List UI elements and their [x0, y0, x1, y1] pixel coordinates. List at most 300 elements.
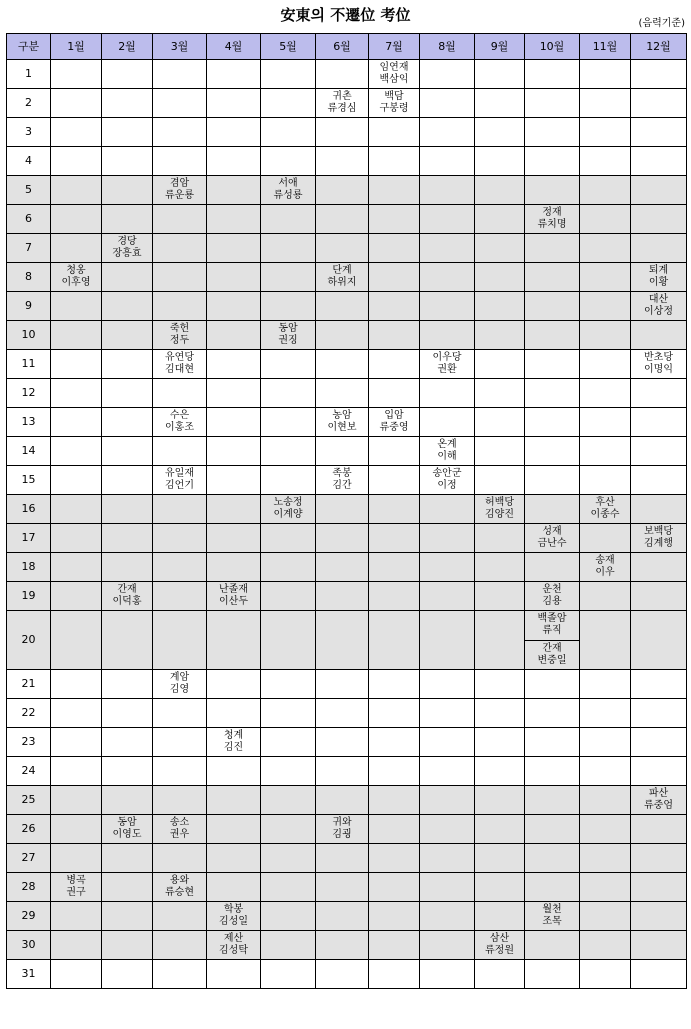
calendar-cell-empty: [580, 379, 631, 408]
calendar-cell-empty: [51, 89, 102, 118]
calendar-cell-empty: [525, 147, 580, 176]
calendar-cell-empty: [51, 234, 102, 263]
calendar-cell-empty: [207, 699, 261, 728]
calendar-cell-empty: [102, 931, 153, 960]
calendar-cell-empty: [369, 176, 420, 205]
calendar-cell-empty: [102, 670, 153, 699]
day-row: [7, 321, 687, 350]
calendar-cell-empty: [580, 699, 631, 728]
calendar-cell-empty: [525, 408, 580, 437]
memorial-entry: 동암 권징: [261, 321, 316, 350]
day-row: [7, 611, 687, 670]
day-row: [7, 495, 687, 524]
day-number: 4: [7, 147, 51, 176]
calendar-cell-empty: [631, 379, 687, 408]
day-row: [7, 176, 687, 205]
calendar-cell-empty: [580, 844, 631, 873]
calendar-cell-empty: [580, 408, 631, 437]
calendar-cell-empty: [369, 292, 420, 321]
calendar-cell-empty: [316, 931, 369, 960]
day-number: 16: [7, 495, 51, 524]
calendar-cell-empty: [102, 524, 153, 553]
calendar-cell-empty: [261, 60, 316, 89]
memorial-entry: 정재 류치명: [525, 205, 580, 234]
day-row: [7, 931, 687, 960]
calendar-cell-empty: [51, 902, 102, 931]
calendar-cell-empty: [420, 292, 475, 321]
calendar-cell-empty: [475, 553, 525, 582]
calendar-cell-empty: [420, 147, 475, 176]
calendar-cell-empty: [631, 321, 687, 350]
day-number: 25: [7, 786, 51, 815]
day-number: 2: [7, 89, 51, 118]
calendar-cell-empty: [153, 205, 207, 234]
calendar-cell-empty: [420, 408, 475, 437]
calendar-cell-empty: [475, 611, 525, 670]
calendar-cell-empty: [153, 960, 207, 989]
calendar-cell-empty: [207, 205, 261, 234]
day-number: 12: [7, 379, 51, 408]
calendar-cell-empty: [51, 931, 102, 960]
memorial-entry: 계암 김영: [153, 670, 207, 699]
calendar-cell-empty: [631, 437, 687, 466]
calendar-cell-empty: [369, 350, 420, 379]
day-number: 23: [7, 728, 51, 757]
day-number: 20: [7, 611, 51, 670]
memorial-entry: 용와 류승현: [153, 873, 207, 902]
month-header: 2월: [102, 34, 153, 60]
calendar-cell-empty: [153, 844, 207, 873]
day-row: [7, 292, 687, 321]
calendar-cell-empty: [475, 118, 525, 147]
calendar-cell-empty: [631, 960, 687, 989]
calendar-cell-empty: [420, 524, 475, 553]
day-row: [7, 408, 687, 437]
calendar-cell-empty: [261, 670, 316, 699]
calendar-cell-empty: [631, 89, 687, 118]
calendar-cell-empty: [525, 960, 580, 989]
calendar-cell-empty: [316, 495, 369, 524]
calendar-cell-empty: [207, 60, 261, 89]
calendar-cell-empty: [153, 582, 207, 611]
calendar-cell-empty: [631, 670, 687, 699]
memorial-entry: 파산 류중엄: [631, 786, 687, 815]
calendar-cell-empty: [525, 728, 580, 757]
calendar-cell-empty: [475, 582, 525, 611]
day-number: 22: [7, 699, 51, 728]
calendar-cell-empty: [580, 437, 631, 466]
calendar-cell-empty: [631, 728, 687, 757]
month-header: 5월: [261, 34, 316, 60]
calendar-cell-empty: [580, 321, 631, 350]
calendar-cell-empty: [420, 176, 475, 205]
day-row: [7, 960, 687, 989]
memorial-entry: 퇴계 이황: [631, 263, 687, 292]
calendar-cell-empty: [261, 466, 316, 495]
calendar-cell-empty: [153, 495, 207, 524]
calendar-cell-empty: [51, 176, 102, 205]
calendar-cell-empty: [261, 931, 316, 960]
memorial-entry: 송안군 이정: [420, 466, 475, 495]
day-row: [7, 60, 687, 89]
memorial-entry: 백담 구봉령: [369, 89, 420, 118]
memorial-entry: 경당 장흥효: [102, 234, 153, 263]
calendar-cell-empty: [525, 60, 580, 89]
calendar-cell-empty: [369, 147, 420, 176]
calendar-cell-empty: [207, 321, 261, 350]
memorial-entry: 간재 이덕홍: [102, 582, 153, 611]
calendar-cell-empty: [316, 350, 369, 379]
memorial-entry: 운천 김용: [525, 582, 580, 611]
memorial-entry: 삼산 류정원: [475, 931, 525, 960]
calendar-cell-empty: [153, 757, 207, 786]
day-number: 28: [7, 873, 51, 902]
page-title: 安東의 不遷位 考位: [280, 6, 411, 24]
memorial-entry: 백졸암 류직: [537, 613, 567, 637]
calendar-cell-empty: [102, 437, 153, 466]
calendar-cell-empty: [525, 699, 580, 728]
memorial-entry: 죽헌 정두: [153, 321, 207, 350]
calendar-cell-empty: [475, 757, 525, 786]
calendar-cell-empty: [51, 728, 102, 757]
day-row: [7, 815, 687, 844]
calendar-cell-empty: [207, 408, 261, 437]
calendar-cell-empty: [420, 582, 475, 611]
calendar-cell-empty: [475, 960, 525, 989]
calendar-cell-empty: [261, 147, 316, 176]
calendar-cell-empty: [316, 902, 369, 931]
calendar-cell-empty: [420, 495, 475, 524]
calendar-cell-empty: [207, 611, 261, 670]
calendar-cell-empty: [102, 118, 153, 147]
memorial-entry: 보백당 김계행: [631, 524, 687, 553]
memorial-entry: 병곡 권구: [51, 873, 102, 902]
calendar-cell-empty: [369, 670, 420, 699]
calendar-cell-empty: [261, 437, 316, 466]
calendar-cell-empty: [316, 524, 369, 553]
calendar-cell-empty: [261, 379, 316, 408]
memorial-entry: 단계 하위지: [316, 263, 369, 292]
calendar-cell-empty: [475, 292, 525, 321]
calendar-cell-empty: [580, 582, 631, 611]
calendar-body: [7, 60, 687, 989]
day-row: [7, 699, 687, 728]
calendar-cell-empty: [369, 728, 420, 757]
calendar-cell-empty: [261, 815, 316, 844]
calendar-cell-empty: [369, 815, 420, 844]
calendar-cell-empty: [207, 234, 261, 263]
calendar-cell-empty: [580, 60, 631, 89]
day-row: [7, 379, 687, 408]
calendar-cell-empty: [580, 670, 631, 699]
day-row: [7, 786, 687, 815]
calendar-cell-empty: [102, 176, 153, 205]
calendar-cell-empty: [580, 205, 631, 234]
calendar-cell-empty: [475, 263, 525, 292]
calendar-cell-empty: [631, 815, 687, 844]
calendar-cell-empty: [475, 234, 525, 263]
calendar-cell-empty: [475, 379, 525, 408]
calendar-cell-empty: [261, 728, 316, 757]
calendar-cell-empty: [51, 582, 102, 611]
calendar-cell-empty: [580, 960, 631, 989]
day-row: [7, 147, 687, 176]
calendar-cell-empty: [631, 931, 687, 960]
calendar-cell-empty: [369, 321, 420, 350]
calendar-cell-empty: [102, 205, 153, 234]
calendar-cell-empty: [369, 437, 420, 466]
day-number: 19: [7, 582, 51, 611]
calendar-cell-empty: [316, 728, 369, 757]
calendar-cell-empty: [261, 292, 316, 321]
memorial-entry: 제산 김성탁: [207, 931, 261, 960]
calendar-cell-empty: [207, 350, 261, 379]
calendar-cell-empty: [580, 118, 631, 147]
day-number: 5: [7, 176, 51, 205]
memorial-entry: 이우당 권환: [420, 350, 475, 379]
memorial-entry: 농암 이현보: [316, 408, 369, 437]
calendar-cell-empty: [420, 379, 475, 408]
calendar-cell-empty: [261, 89, 316, 118]
memorial-entry: 노송정 이계양: [261, 495, 316, 524]
calendar-cell-empty: [102, 786, 153, 815]
calendar-cell-empty: [525, 263, 580, 292]
calendar-cell-empty: [475, 466, 525, 495]
calendar-cell-empty: [51, 553, 102, 582]
day-number: 24: [7, 757, 51, 786]
day-number: 30: [7, 931, 51, 960]
calendar-cell-empty: [207, 118, 261, 147]
calendar-cell-empty: [102, 960, 153, 989]
month-header: 10월: [525, 34, 580, 60]
memorial-entry: 반초당 이명익: [631, 350, 687, 379]
memorial-entry: 대산 이상정: [631, 292, 687, 321]
calendar-cell-empty: [102, 611, 153, 670]
calendar-cell-empty: [316, 60, 369, 89]
calendar-cell-empty: [420, 728, 475, 757]
calendar-cell-empty: [369, 611, 420, 670]
calendar-cell-empty: [102, 292, 153, 321]
calendar-cell-empty: [631, 147, 687, 176]
calendar-cell-empty: [369, 263, 420, 292]
calendar-cell-empty: [580, 786, 631, 815]
month-header: 9월: [475, 34, 525, 60]
memorial-entry: 후산 이종수: [580, 495, 631, 524]
calendar-cell-empty: [475, 89, 525, 118]
calendar-cell-empty: [525, 321, 580, 350]
calendar-cell-empty: [316, 582, 369, 611]
calendar-cell-empty: [316, 292, 369, 321]
calendar-cell-empty: [316, 960, 369, 989]
day-number: 3: [7, 118, 51, 147]
calendar-cell-empty: [369, 844, 420, 873]
calendar-cell-empty: [102, 89, 153, 118]
month-header: 6월: [316, 34, 369, 60]
calendar-cell-empty: [580, 728, 631, 757]
calendar-cell-empty: [316, 699, 369, 728]
month-header: 3월: [153, 34, 207, 60]
calendar-cell-empty: [475, 321, 525, 350]
calendar-cell-empty: [316, 379, 369, 408]
day-row: [7, 89, 687, 118]
calendar-cell-empty: [475, 815, 525, 844]
memorial-entry: 귀촌 류경심: [316, 89, 369, 118]
calendar-cell-empty: [153, 699, 207, 728]
calendar-cell-empty: [261, 408, 316, 437]
day-number: 1: [7, 60, 51, 89]
calendar-cell-empty: [475, 147, 525, 176]
calendar-cell-empty: [207, 553, 261, 582]
calendar-cell-empty: [102, 844, 153, 873]
calendar-cell-empty: [153, 553, 207, 582]
calendar-cell-empty: [475, 408, 525, 437]
calendar-cell-empty: [369, 495, 420, 524]
calendar-cell-empty: [153, 147, 207, 176]
calendar-cell-empty: [153, 89, 207, 118]
calendar-cell-empty: [51, 437, 102, 466]
calendar-cell-empty: [580, 350, 631, 379]
calendar-cell-empty: [153, 611, 207, 670]
calendar-cell-empty: [207, 495, 261, 524]
calendar-cell-empty: [51, 815, 102, 844]
calendar-cell-empty: [207, 786, 261, 815]
calendar-cell-empty: [316, 670, 369, 699]
calendar-cell-empty: [261, 582, 316, 611]
calendar-cell-empty: [525, 844, 580, 873]
calendar-cell-empty: [51, 379, 102, 408]
calendar-cell-empty: [420, 611, 475, 670]
day-number: 17: [7, 524, 51, 553]
calendar-cell-empty: [261, 524, 316, 553]
calendar-cell-empty: [475, 844, 525, 873]
day-row: [7, 466, 687, 495]
calendar-cell-empty: [51, 670, 102, 699]
calendar-cell-empty: [420, 815, 475, 844]
day-row: [7, 670, 687, 699]
calendar-note: (음력기준): [638, 18, 685, 29]
calendar-cell-empty: [207, 844, 261, 873]
memorial-entry: 허백당 김양진: [475, 495, 525, 524]
calendar-cell-empty: [102, 757, 153, 786]
calendar-cell-empty: [261, 844, 316, 873]
calendar-cell-empty: [525, 89, 580, 118]
calendar-cell-empty: [420, 699, 475, 728]
day-row: [7, 757, 687, 786]
calendar-cell-empty: [580, 931, 631, 960]
calendar-cell-empty: [102, 60, 153, 89]
header-label: 구분: [7, 34, 51, 60]
day-number: 26: [7, 815, 51, 844]
calendar-cell-empty: [631, 118, 687, 147]
day-row: [7, 437, 687, 466]
calendar-cell-empty: [420, 234, 475, 263]
calendar-cell-empty: [102, 728, 153, 757]
memorial-entry: 수은 이홍조: [153, 408, 207, 437]
calendar-cell-empty: [525, 815, 580, 844]
calendar-cell-empty: [420, 553, 475, 582]
calendar-cell-empty: [316, 234, 369, 263]
calendar-cell-empty: [475, 728, 525, 757]
calendar-cell-empty: [580, 147, 631, 176]
calendar-cell-empty: [207, 263, 261, 292]
calendar-cell-empty: [51, 495, 102, 524]
calendar-cell-empty: [580, 234, 631, 263]
day-number: 9: [7, 292, 51, 321]
memorial-entry: 온계 이해: [420, 437, 475, 466]
memorial-entry: 난졸재 이산두: [207, 582, 261, 611]
calendar-cell-empty: [261, 611, 316, 670]
calendar-cell-empty: [631, 408, 687, 437]
calendar-cell-empty: [631, 176, 687, 205]
day-row: [7, 234, 687, 263]
day-number: 21: [7, 670, 51, 699]
month-header: 4월: [207, 34, 261, 60]
calendar-cell-empty: [369, 524, 420, 553]
calendar-cell-empty: [153, 524, 207, 553]
month-header: 11월: [580, 34, 631, 60]
header-row: [7, 34, 687, 60]
calendar-cell-empty: [525, 466, 580, 495]
memorial-entry: 유연당 김대현: [153, 350, 207, 379]
day-number: 10: [7, 321, 51, 350]
memorial-entry: 청옹 이후영: [51, 263, 102, 292]
calendar-cell-empty: [153, 263, 207, 292]
calendar-cell-empty: [580, 757, 631, 786]
calendar-cell-empty: [631, 582, 687, 611]
calendar-cell-empty: [51, 292, 102, 321]
calendar-cell-empty: [420, 960, 475, 989]
calendar-cell-empty: [369, 582, 420, 611]
calendar-cell-empty: [316, 786, 369, 815]
calendar-cell-empty: [207, 815, 261, 844]
calendar-cell-empty: [420, 902, 475, 931]
calendar-cell-empty: [207, 292, 261, 321]
memorial-entry: 학봉 김성일: [207, 902, 261, 931]
calendar-cell-empty: [525, 553, 580, 582]
day-row: [7, 582, 687, 611]
calendar-cell-empty: [102, 873, 153, 902]
calendar-cell-empty: [631, 234, 687, 263]
memorial-entry: 월천 조목: [525, 902, 580, 931]
day-row: [7, 728, 687, 757]
calendar-cell-empty: [631, 873, 687, 902]
calendar-cell-empty: [475, 524, 525, 553]
calendar-cell-empty: [102, 553, 153, 582]
calendar-cell-empty: [525, 437, 580, 466]
calendar-cell-empty: [475, 60, 525, 89]
calendar-cell-empty: [51, 524, 102, 553]
memorial-entry: 족봉 김간: [316, 466, 369, 495]
calendar-cell-empty: [369, 786, 420, 815]
calendar-cell-empty: [475, 670, 525, 699]
calendar-cell-empty: [51, 60, 102, 89]
memorial-entry: 간재 변중일: [525, 640, 579, 670]
calendar-cell-empty: [475, 437, 525, 466]
calendar-cell-empty: [580, 176, 631, 205]
calendar-cell-empty: [631, 466, 687, 495]
calendar-cell-empty: [475, 205, 525, 234]
calendar-cell-empty: [207, 960, 261, 989]
calendar-cell-empty: [475, 873, 525, 902]
calendar-cell-empty: [261, 205, 316, 234]
calendar-cell-empty: [420, 60, 475, 89]
calendar-table: [6, 33, 687, 989]
day-row: [7, 118, 687, 147]
calendar-cell-empty: [525, 292, 580, 321]
calendar-cell-empty: [207, 437, 261, 466]
calendar-cell-empty: [51, 118, 102, 147]
calendar-cell-empty: [631, 699, 687, 728]
